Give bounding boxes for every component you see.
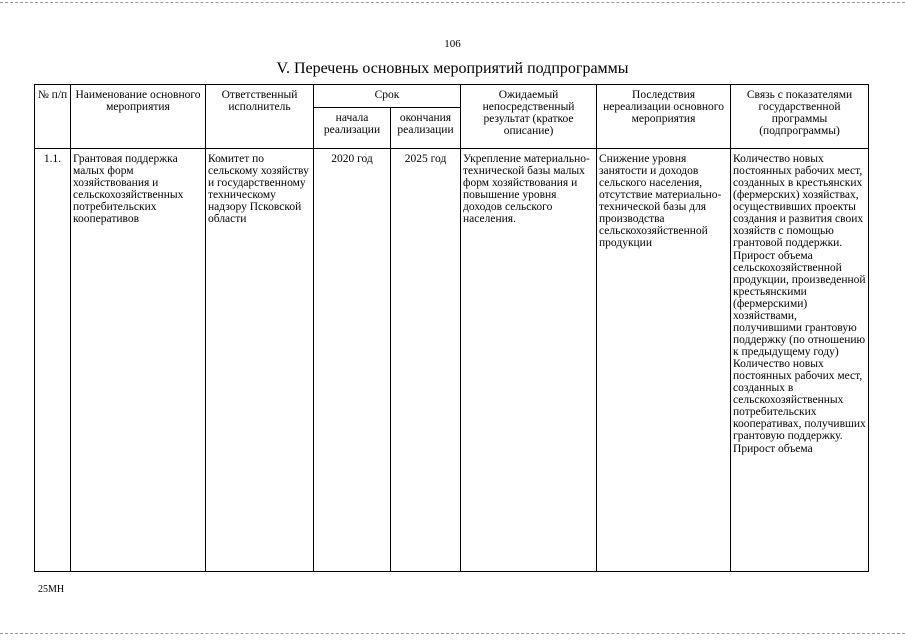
header-consequences: Последствия нереализации основного мероприятия: [597, 85, 731, 149]
cell-name: Грантовая поддержка малых форм хозяйствования и сельскохозяйственных потребительских кооперативов: [71, 149, 206, 572]
cell-responsible: Комитет по сельскому хозяйству и государственному техническому надзору Псковской области: [206, 149, 314, 572]
header-term-end: окончания реализации: [391, 108, 461, 149]
header-term: Срок: [314, 85, 461, 108]
cell-indicators: Количество новых постоянных рабочих мест, созданных в крестьянских (фермерских) хозяйствах, осуществивших проекты создания и развития своих хозяйств с помощью грантовой поддержки. Прирост объема сельскохозяйственной продукции, произведенной крестьянскими (фермерскими) хозяйствами, получившими грантовую поддержку (по отношению к предыдущему году) Количество новых постоянных рабочих мест, созданных в сельскохозяйственных потребительских кооперативах, получивших грантовую поддержку. Прирост объема: [731, 149, 869, 572]
cell-num: 1.1.: [35, 149, 71, 572]
header-expected-result: Ожидаемый непосредственный результат (краткое описание): [461, 85, 597, 149]
cell-start: 2020 год: [314, 149, 391, 572]
cell-end: 2025 год: [391, 149, 461, 572]
header-indicators: Связь с показателями государственной программы (подпрограммы): [731, 85, 869, 149]
document-title: V. Перечень основных мероприятий подпрограммы: [276, 60, 629, 77]
table-row: [35, 149, 869, 572]
cell-expected-result: Укрепление материально-технической базы малых форм хозяйствования и повышение уровня доходов сельского населения.: [461, 149, 597, 572]
activities-table: [34, 84, 869, 572]
header-num: № п/п: [35, 85, 71, 149]
header-term-start: начала реализации: [314, 108, 391, 149]
scan-edge-bottom: [0, 633, 905, 634]
header-name: Наименование основного мероприятия: [71, 85, 206, 149]
cell-consequences: Снижение уровня занятости и доходов сельского населения, отсутствие материально-технической базы для производства сельскохозяйственной продукции: [597, 149, 731, 572]
footer-code: 25МН: [38, 584, 65, 595]
table-header-row: [35, 85, 869, 108]
scan-edge-top: [0, 2, 905, 3]
page-number: 106: [444, 38, 461, 50]
header-responsible: Ответственный исполнитель: [206, 85, 314, 149]
